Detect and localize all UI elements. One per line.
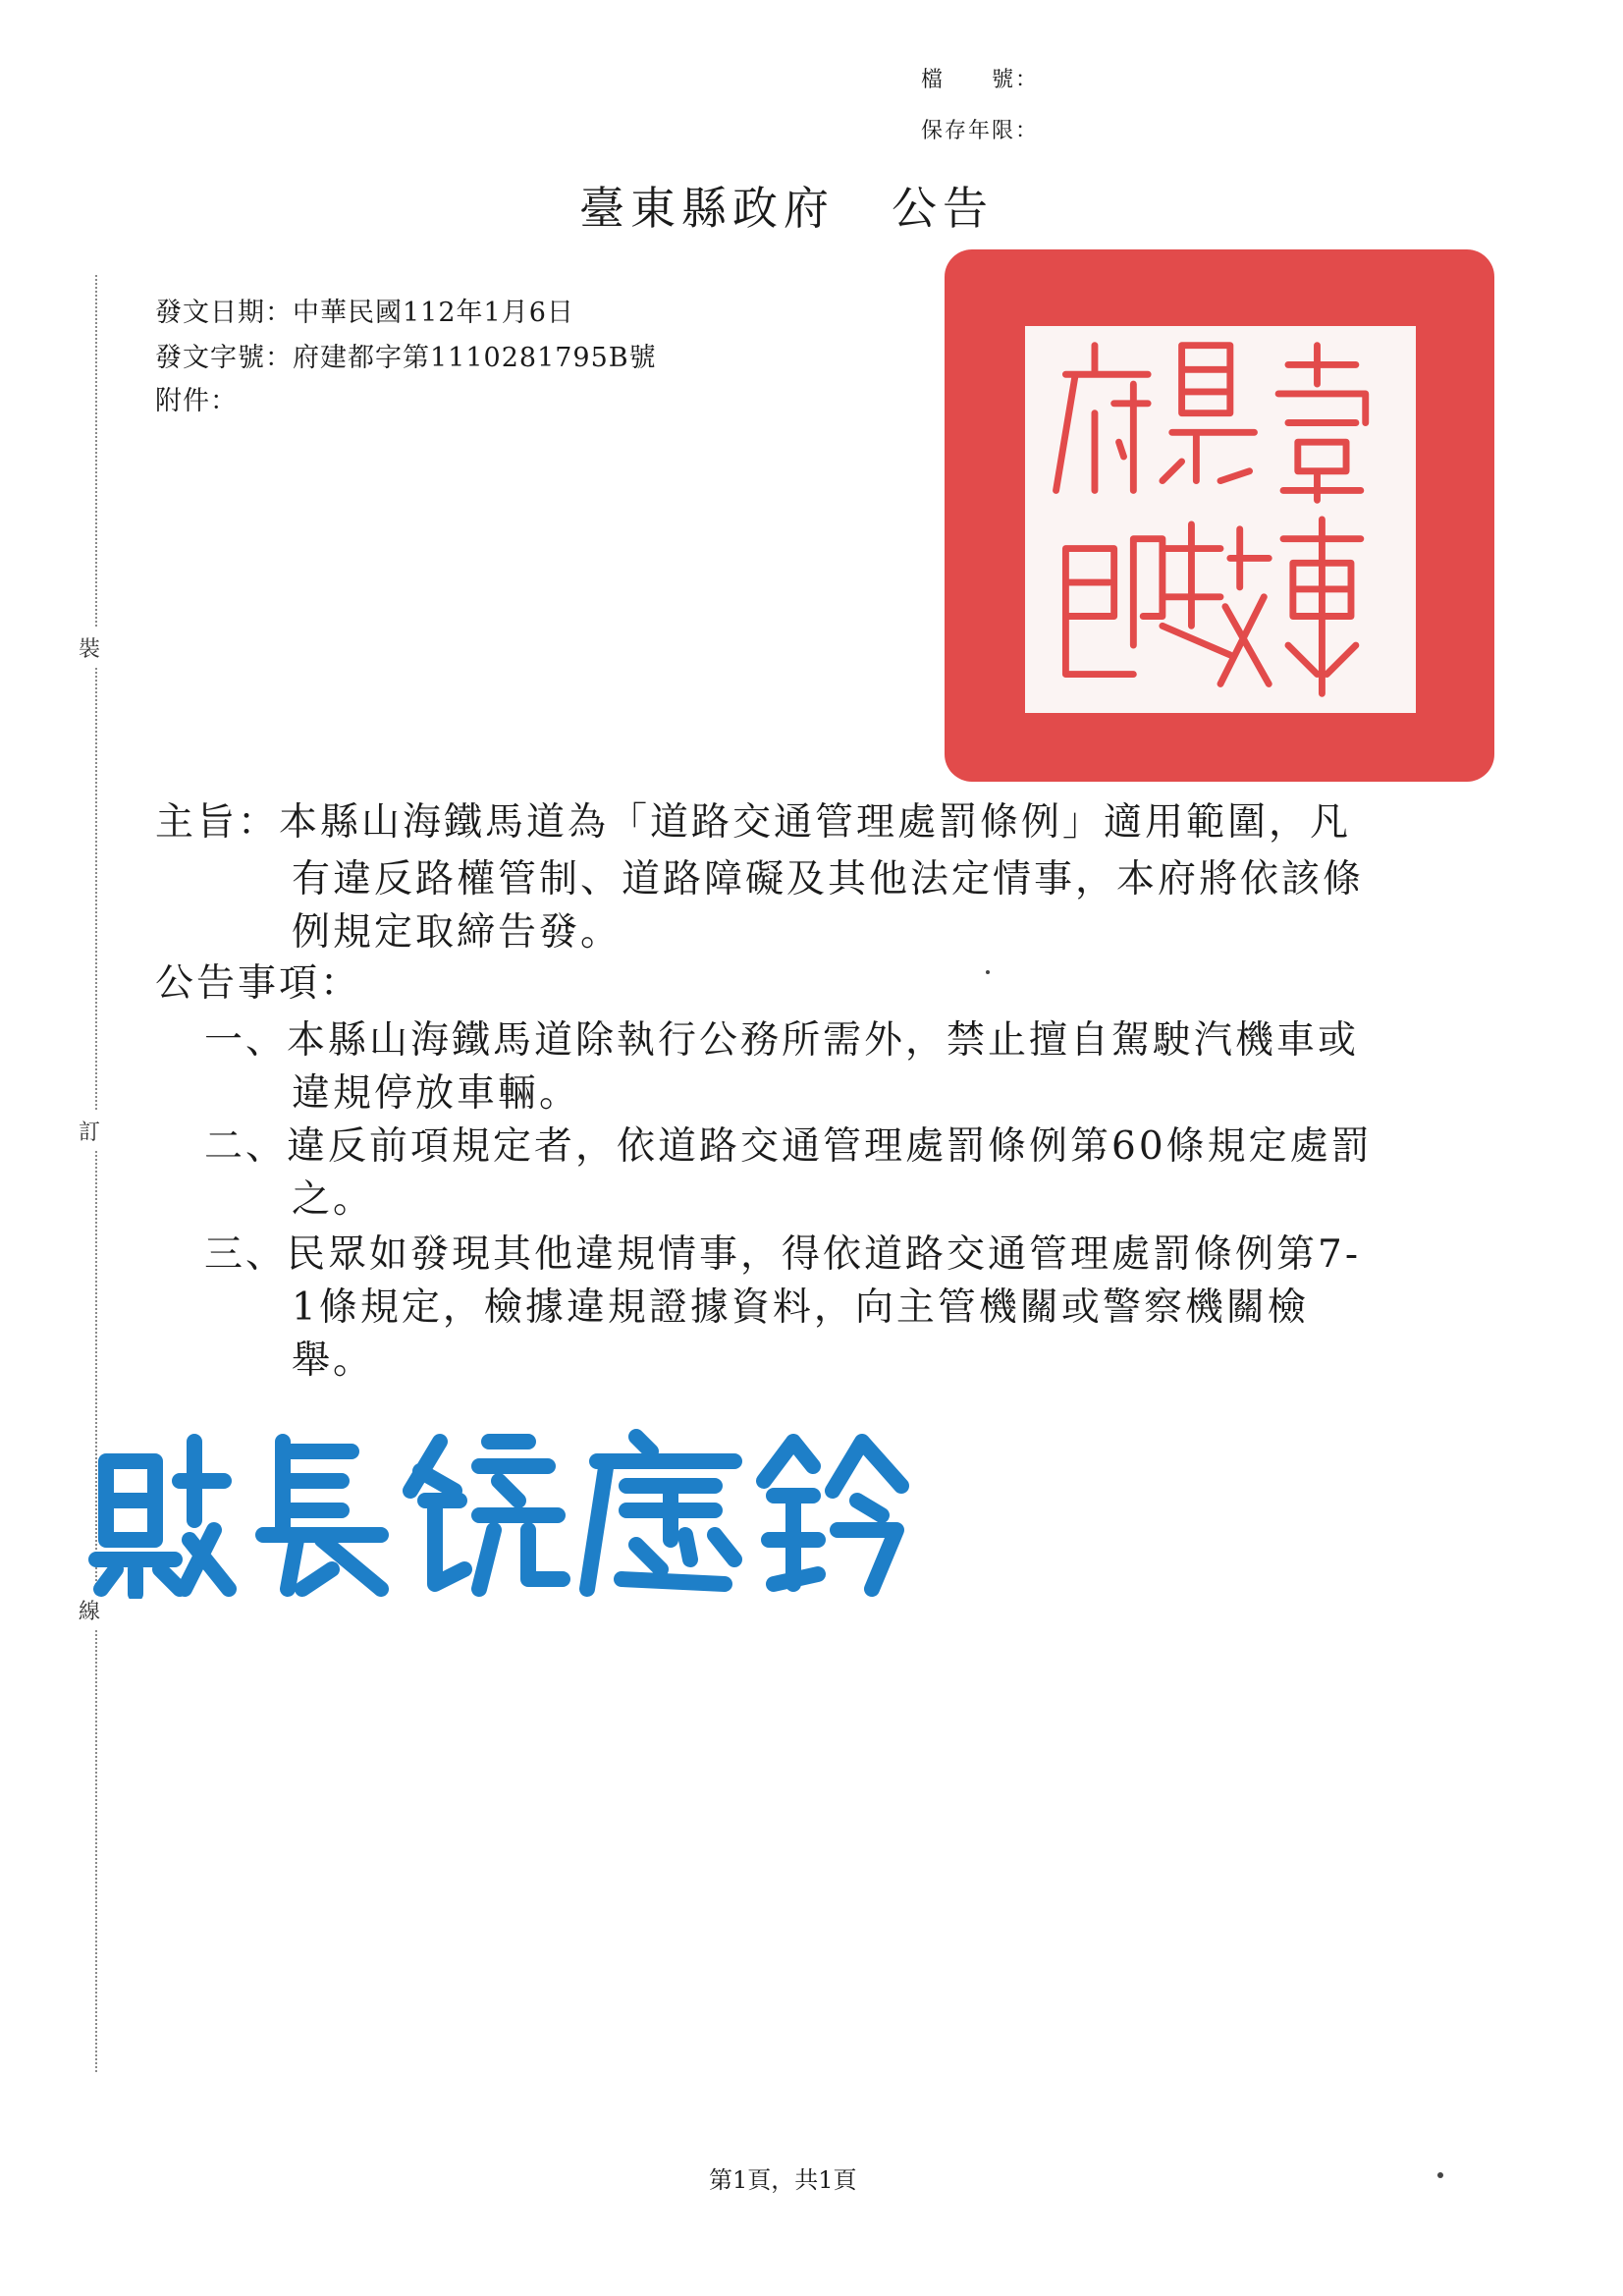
official-seal: [945, 249, 1494, 782]
announcement-item-1-line-1: 一、本縣山海鐵馬道除執行公務所需外，禁止擅自駕駛汽機車或: [204, 1018, 1360, 1063]
announcement-heading: 公告事項：: [155, 961, 362, 1006]
scan-speck: [986, 970, 990, 974]
signature-brush-icon: [86, 1422, 911, 1599]
file-number-label: 檔 號：: [921, 68, 1040, 92]
binding-mark-xian: 線: [79, 1591, 100, 1629]
document-type: 公告: [892, 182, 994, 235]
page-title: [579, 173, 994, 238]
page-number: 第1頁，共1頁: [709, 2166, 857, 2194]
retention-period-label: 保存年限：: [921, 119, 1040, 143]
attachment-label: 附件：: [155, 386, 238, 416]
binding-mark-zhuang: 裝: [79, 629, 100, 667]
seal-inner-field: [1025, 326, 1416, 713]
announcement-item-1-line-2: 違規停放車輛。: [292, 1071, 581, 1116]
announcement-item-3-line-3: 舉。: [292, 1339, 375, 1383]
issue-date: 發文日期：中華民國112年1月6日: [155, 298, 574, 328]
document-number: 發文字號：府建都字第1110281795B號: [155, 343, 657, 373]
magistrate-signature-stamp: [86, 1422, 911, 1599]
binding-line: [95, 275, 97, 2072]
scan-speck: [1437, 2172, 1443, 2178]
subject-line-1: 主旨：本縣山海鐵馬道為「道路交通管理處罰條例」適用範圍，凡: [155, 800, 1352, 845]
announcement-item-2-line-1: 二、違反前項規定者，依道路交通管理處罰條例第60條規定處罰: [204, 1124, 1373, 1169]
announcement-item-2-line-2: 之。: [292, 1177, 375, 1222]
subject-line-2: 有違反路權管制、道路障礙及其他法定情事，本府將依該條: [292, 857, 1365, 902]
agency-name: 臺東縣政府: [579, 182, 835, 235]
subject-line-3: 例規定取締告發。: [292, 910, 622, 955]
announcement-item-3-line-1: 三、民眾如發現其他違規情事，得依道路交通管理處罰條例第7-: [204, 1232, 1361, 1277]
announcement-item-3-line-2: 1條規定，檢據違規證據資料，向主管機關或警察機關檢: [292, 1285, 1309, 1330]
seal-glyphs-icon: [1025, 326, 1416, 713]
binding-mark-ding: 訂: [79, 1112, 100, 1150]
